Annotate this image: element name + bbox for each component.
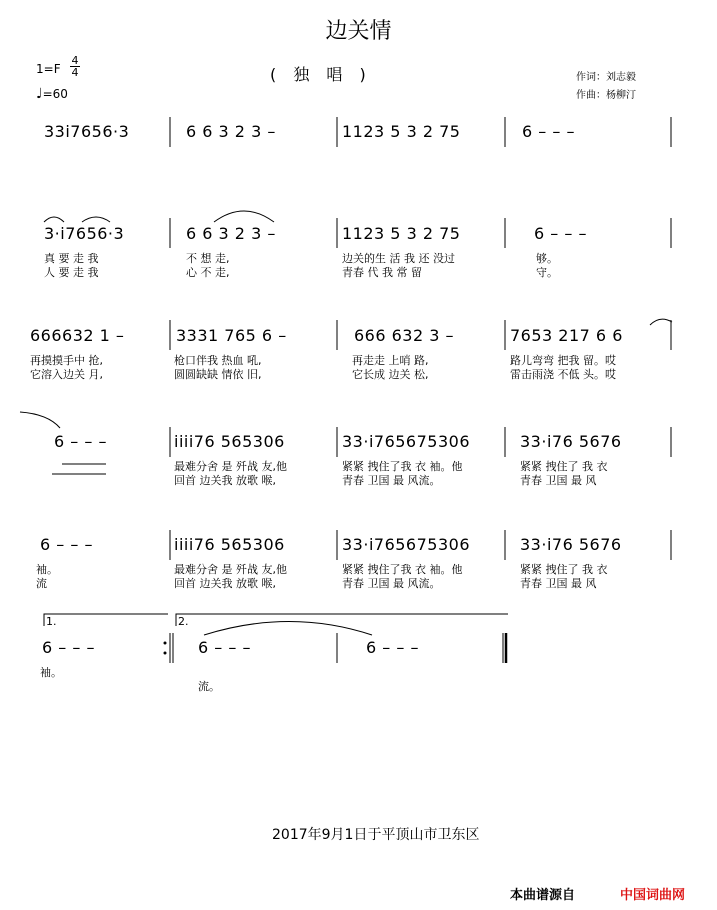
s2-l1-m2: 不 想 走, <box>186 252 230 265</box>
s4-m1: 6 – – – <box>54 432 107 451</box>
s2-m1: 3·i7656·3 <box>44 224 125 243</box>
s2-l2-m2: 心 不 走, <box>186 266 230 279</box>
s2-l1-m3: 边关的生 活 我 还 没过 <box>342 252 455 265</box>
tempo-value: =60 <box>42 87 68 101</box>
s5-m3: 33·i765675306 <box>342 535 471 554</box>
s2-l1-m4: 够。 <box>536 252 558 265</box>
s4-m4: 33·i76 5676 <box>520 432 622 451</box>
site-link[interactable]: 中国词曲网 <box>620 888 686 903</box>
s3-l2-m1: 它溶入边关 月, <box>30 368 103 381</box>
s1-m4: 6 – – – <box>522 122 575 141</box>
s3-l1-m1: 再摸摸手中 抢, <box>30 354 103 367</box>
volta-2: 2. <box>178 615 189 628</box>
time-top: 4 <box>71 54 79 67</box>
s5-l1-m3: 紧紧 拽住了我 衣 袖。他 <box>342 563 463 576</box>
s2-l2-m3: 青春 代 我 常 留 <box>342 266 422 279</box>
s5-l2-m3: 青春 卫国 最 风流。 <box>342 577 441 590</box>
s2-l2-m4: 守。 <box>536 266 558 279</box>
s3-l1-m3: 再走走 上哨 路, <box>352 354 429 367</box>
source-label: 本曲谱源自 <box>510 888 576 903</box>
s1-m1: 33i7656·3 <box>44 122 130 141</box>
s5-l2-m2: 回首 边关我 放歌 喉, <box>174 577 276 590</box>
s3-l1-m4: 路儿弯弯 把我 留。哎 <box>510 354 616 367</box>
volta-1: 1. <box>46 615 57 628</box>
s3-m2: 3331 765 6 – <box>176 326 287 345</box>
s6-l1-m1: 袖。 <box>40 666 62 679</box>
composition-date: 2017年9月1日于平顶山市卫东区 <box>272 827 480 843</box>
s5-l2-m1: 流 <box>36 577 47 590</box>
s6-m1: 6 – – – <box>42 638 95 657</box>
s4-l2-m2: 回首 边关我 放歌 喉, <box>174 474 276 487</box>
s5-l1-m2: 最难分舍 是 歼战 友,他 <box>174 563 287 576</box>
s3-m3: 666 632 3 – <box>354 326 455 345</box>
key-signature: 1=F <box>36 62 61 76</box>
s4-l1-m2: 最难分舍 是 歼战 友,他 <box>174 460 287 473</box>
s6-m3: 6 – – – <box>366 638 419 657</box>
s6-l1-m2: 流。 <box>198 680 220 693</box>
s2-m3: 1123 5 3 2 75 <box>342 224 461 243</box>
s3-l1-m2: 枪口伴我 热血 吼, <box>174 354 262 367</box>
s2-m4: 6 – – – <box>534 224 587 243</box>
s5-m1: 6 – – – <box>40 535 93 554</box>
s3-l2-m2: 圆圆缺缺 情依 旧, <box>174 368 262 381</box>
s4-m3: 33·i765675306 <box>342 432 471 451</box>
quarter-note-icon: ♩ <box>36 86 43 102</box>
time-bottom: 4 <box>71 66 79 79</box>
song-title: 边关情 <box>325 19 392 44</box>
s3-l2-m3: 它长成 边关 松, <box>352 368 429 381</box>
s4-l2-m3: 青春 卫国 最 风流。 <box>342 474 441 487</box>
s5-m2: iiii76 565306 <box>174 535 285 554</box>
s2-m2: 6 6 3 2 3 – <box>186 224 276 243</box>
s5-l2-m4: 青春 卫国 最 风 <box>520 577 597 590</box>
lyricist-credit: 作词：刘志毅 <box>576 72 636 83</box>
s2-l2-m1: 人 要 走 我 <box>44 266 99 279</box>
s2-l1-m1: 真 要 走 我 <box>44 252 99 265</box>
s4-m2: iiii76 565306 <box>174 432 285 451</box>
s5-l1-m4: 紧紧 拽住了 我 衣 <box>520 563 608 576</box>
s3-l2-m4: 雷击雨浇 不低 头。哎 <box>510 368 616 381</box>
s4-l2-m4: 青春 卫国 最 风 <box>520 474 597 487</box>
song-subtitle: ( 独 唱 ) <box>270 65 372 84</box>
s6-m2: 6 – – – <box>198 638 251 657</box>
s1-m2: 6 6 3 2 3 – <box>186 122 276 141</box>
s3-m1: 666632 1 – <box>30 326 125 345</box>
s5-m4: 33·i76 5676 <box>520 535 622 554</box>
s4-l1-m3: 紧紧 拽住了我 衣 袖。他 <box>342 460 463 473</box>
s1-m3: 1123 5 3 2 75 <box>342 122 461 141</box>
s4-l1-m4: 紧紧 拽住了 我 衣 <box>520 460 608 473</box>
s5-l1-m1: 袖。 <box>36 563 58 576</box>
composer-credit: 作曲：杨柳汀 <box>576 90 636 101</box>
s3-m4: 7653 217 6 6 <box>510 326 623 345</box>
